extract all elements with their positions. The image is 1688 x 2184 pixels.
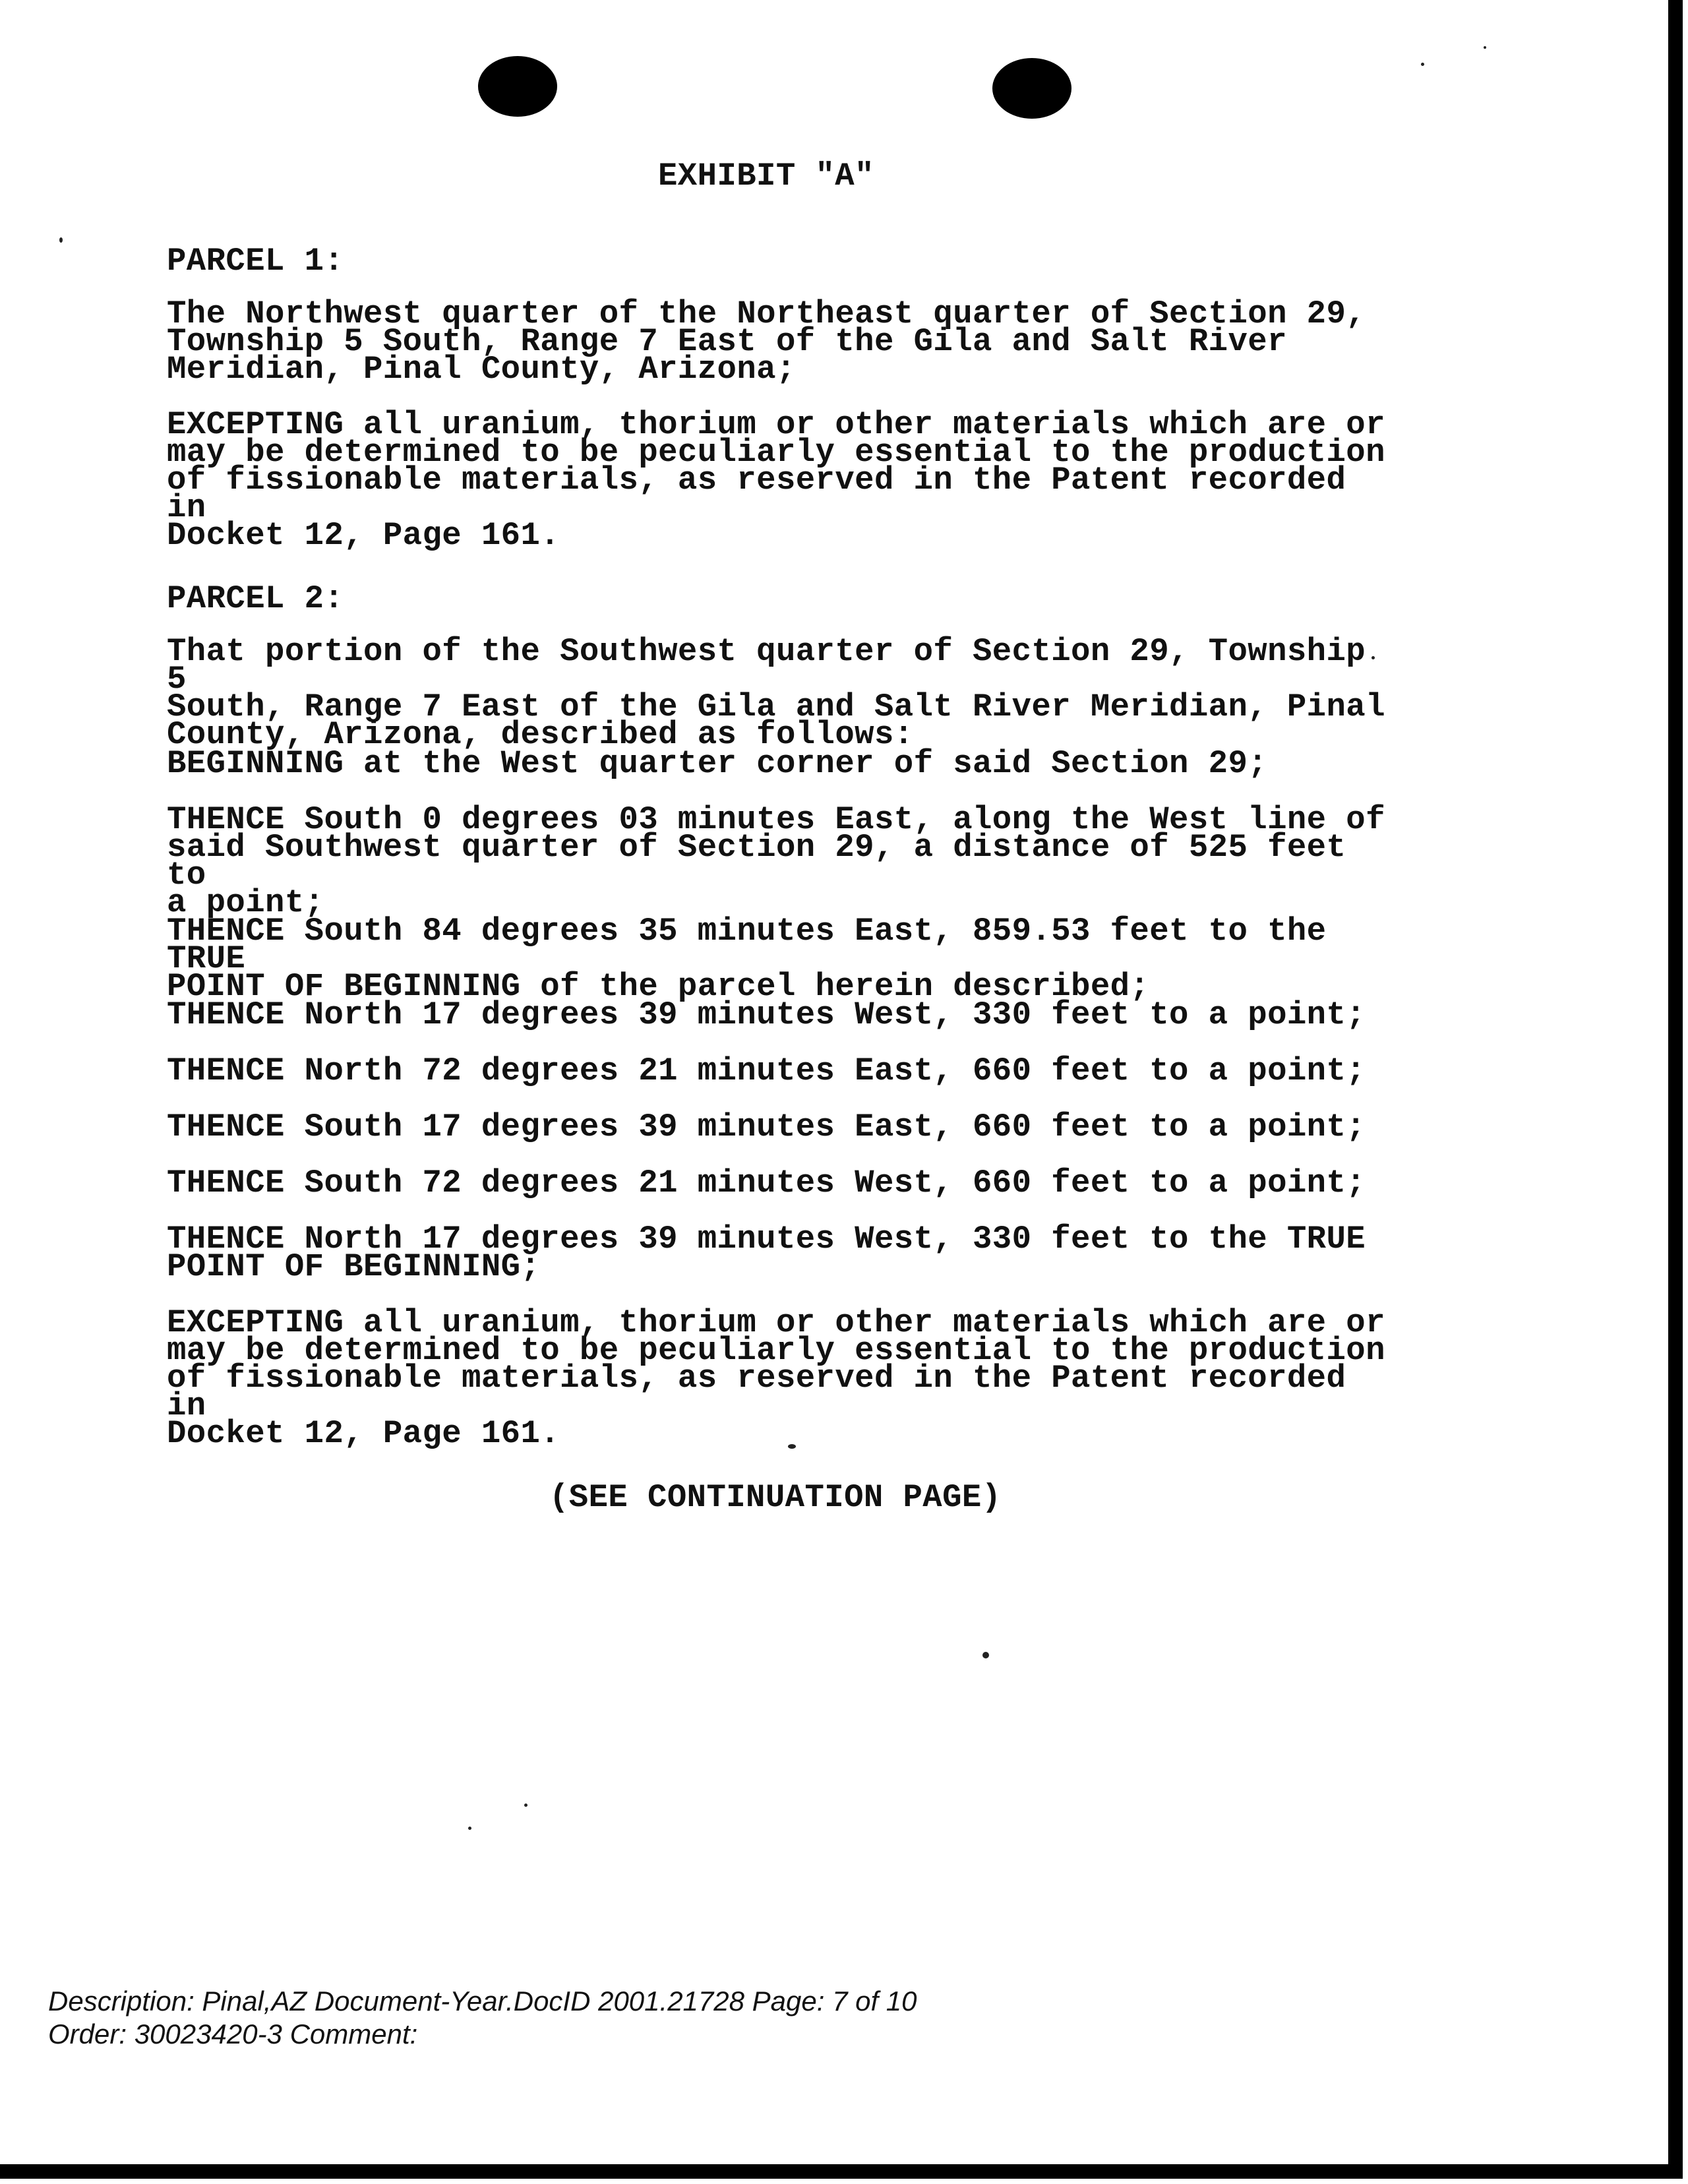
punch-hole-left (478, 56, 557, 117)
parcel-2-course-2: THENCE South 84 degrees 35 minutes East, 859.53 feet to the TRUE POINT OF BEGINNING of the parcel herein described; (167, 913, 1327, 1005)
exhibit-title: EXHIBIT "A" (658, 158, 874, 195)
scan-speck (1421, 63, 1424, 66)
scan-speck (1484, 46, 1486, 49)
scan-speck (59, 237, 63, 243)
parcel-2-course-3: THENCE North 17 degrees 39 minutes West, 330 feet to a point; (167, 996, 1366, 1033)
document-footer (48, 1985, 917, 2051)
punch-hole-right (992, 58, 1071, 119)
footer-description: Description: Pinal,AZ Document-Year.DocID 2001.21728 Page: 7 of 10 (48, 1986, 917, 2017)
parcel-2-course-1: THENCE South 0 degrees 03 minutes East, along the West line of said Southwest quarter of Section 29, a distance of 525 feet to a point; (167, 801, 1385, 921)
scan-speck (468, 1827, 471, 1830)
parcel-2-course-4: THENCE North 72 degrees 21 minutes East, 660 feet to a point; (167, 1052, 1366, 1089)
parcel-2-course-7: THENCE North 17 degrees 39 minutes West, 330 feet to the TRUE POINT OF BEGINNING; (167, 1221, 1366, 1285)
continuation-note: (SEE CONTINUATION PAGE) (549, 1479, 1002, 1516)
parcel-1-description: The Northwest quarter of the Northeast quarter of Section 29, Township 5 South, Range 7 East of the Gila and Salt River Meridian, Pinal County, Arizona; (167, 295, 1366, 388)
scan-speck (982, 1652, 989, 1658)
parcel-2-exception: EXCEPTING all uranium, thorium or other materials which are or may be determined to be peculiarly essential to the production of fissionable materials, as reserved in the Patent recorded in Docket 12, Page 161. (167, 1304, 1385, 1452)
parcel-1-exception: EXCEPTING all uranium, thorium or other materials which are or may be determined to be peculiarly essential to the production of fissionable materials, as reserved in the Patent recorded in Docket 12, Page 161. (167, 406, 1385, 554)
parcel-2-course-6: THENCE South 72 degrees 21 minutes West, 660 feet to a point; (167, 1165, 1366, 1201)
parcel-1-heading: PARCEL 1: (167, 243, 344, 280)
parcel-2-heading: PARCEL 2: (167, 580, 344, 617)
scan-speck (524, 1804, 528, 1807)
parcel-2-description: That portion of the Southwest quarter of Section 29, Township 5 South, Range 7 East of the Gila and Salt River Meridian, Pinal County, Arizona, described as follows: (167, 633, 1385, 753)
footer-order: Order: 30023420-3 Comment: (48, 2018, 418, 2049)
parcel-2-beginning: BEGINNING at the West quarter corner of said Section 29; (167, 745, 1268, 782)
parcel-2-course-5: THENCE South 17 degrees 39 minutes East, 660 feet to a point; (167, 1108, 1366, 1145)
